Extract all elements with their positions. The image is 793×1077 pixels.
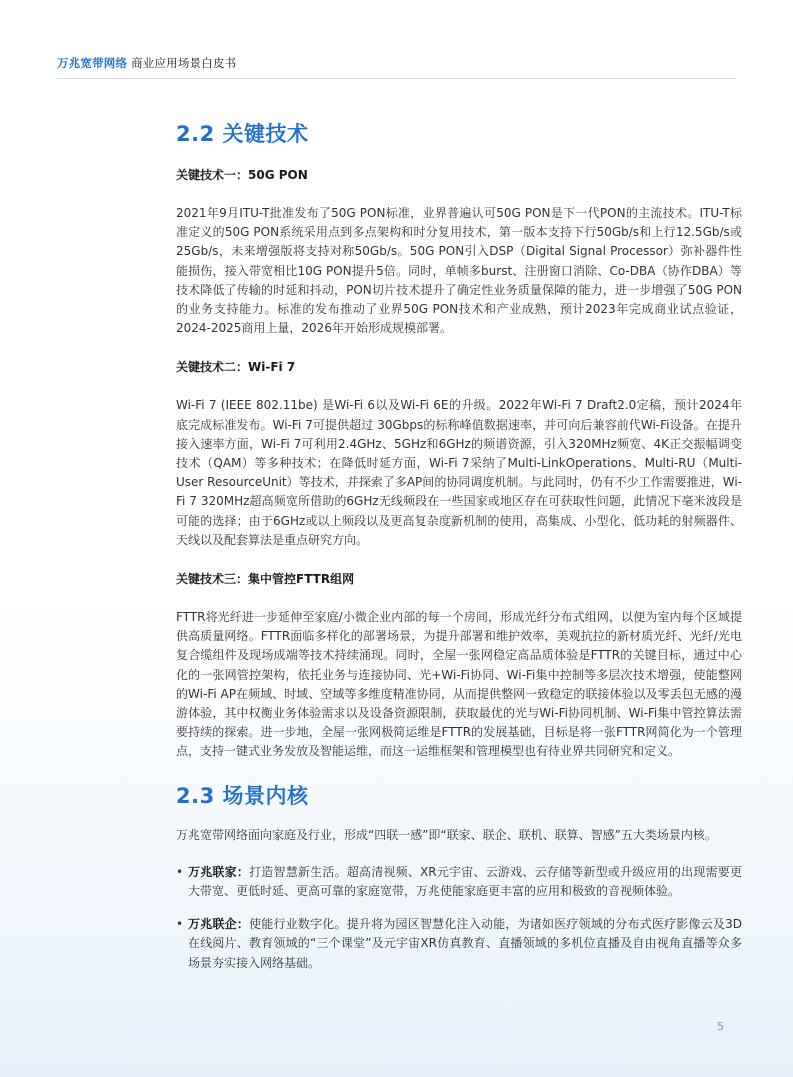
tech3-title: 关键技术三：集中管控FTTR组网 (176, 572, 355, 587)
header-divider (57, 78, 736, 79)
tech2-body: Wi-Fi 7 (IEEE 802.11be) 是Wi-Fi 6以及Wi-Fi 6E的升级。2022年Wi-Fi 7 Draft2.0定稿，预计2024年底完成标准发布。Wi-Fi 7可提供超过 30Gbps的标称峰值数据速率，并可向后兼容前代Wi-Fi设备。在提升接入速率方面，Wi-Fi 7可利用2.4GHz、5GHz和6GHz的频谱资源，引入320MHz频宽、4K正交振幅调变技术（QAM）等多种技术；在降低时延方面，Wi-Fi 7采纳了Multi-LinkOperations、Multi-RU（Multi-User ResourceUnit）等技术，并探索了多AP间的协同调度机制。与此同时，仍有不少工作需要推进，Wi-Fi 7 320MHz超高频宽所借助的6GHz无线频段在一些国家或地区存在可获取性问题，此情况下毫米波段是可能的选择；由于6GHz或以上频段以及更高复杂度新机制的使用，高集成、小型化、低功耗的射频器件、天线以及配套算法是重点研究方向。 (176, 398, 742, 547)
section-heading-2-3: 2.3 场景内核 (176, 783, 309, 808)
header-title: 商业应用场景白皮书 (131, 56, 237, 70)
tech1-title: 关键技术一：50G PON (176, 168, 308, 182)
bullet-marker: • (176, 917, 184, 932)
bullet-term: 万兆联企： (188, 917, 250, 932)
page-number: 5 (717, 1020, 724, 1033)
tech2-title: 关键技术二：Wi-Fi 7 (176, 360, 296, 375)
tech3-body: FTTR将光纤进一步延伸至家庭/小微企业内部的每一个房间，形成光纤分布式组网，以便为室内每个区域提供高质量网络。FTTR面临多样化的部署场景，为提升部署和维护效率，美观抗拉的新材质光纤、光纤/光电复合缆组件及现场成端等技术持续涌现。同时，全屋一张网稳定高品质体验是FTTR的关键目标，通过中心化的一张网管控架构，依托业务与连接协同、光+Wi-Fi协同、Wi-Fi集中控制等多层次技术增强，使能整网的Wi-Fi AP在频域、时域、空域等多维度精准协同，从而提供整网一致稳定的联接体验以及零丢包无感的漫游体验，其中权衡业务体验需求以及设备资源限制，获取最优的光与Wi-Fi协同机制、Wi-Fi集中管控算法需要持续的探索。进一步地，全屋一张网极简运维是FTTR的发展基础，目标是将一张FTTR网简化为一个管理点，支持一键式业务发放及智能运维，而这一运维框架和管理模型也有待业界共同研究和定义。 (176, 610, 742, 759)
scenario-list (176, 863, 742, 973)
bullet-text: 使能行业数字化。提升将为园区智慧化注入动能，为诸如医疗领域的分布式医疗影像云及3D在线阅片、教育领域的“三个课堂”及元宇宙XR仿真教育、直播领域的多机位直播及自由视角直播等众多场景夯实接入网络基础。 (188, 917, 742, 970)
main-content (176, 118, 742, 987)
bullet-term: 万兆联家： (188, 864, 250, 879)
section-heading-2-2: 2.2 关键技术 (176, 122, 309, 146)
scenario-intro: 万兆宽带网络面向家庭及行业，形成“四联一感”即“联家、联企、联机、联算、智感”五大类场景内核。 (176, 827, 717, 842)
list-item (176, 863, 742, 901)
bullet-marker: • (176, 864, 184, 879)
tech1-body: 2021年9月ITU-T批准发布了50G PON标准，业界普遍认可50G PON是下一代PON的主流技术。ITU-T标准定义的50G PON系统采用点到多点架构和时分复用技术，第一版本支持下行50Gb/s和上行12.5Gb/s或25Gb/s，未来增强版将支持对称50Gb/s。50G PON引入DSP（Digital Signal Processor）弥补器件性能损伤，接入带宽相比10G PON提升5倍。同时，单帧多burst、注册窗口消除、Co-DBA（协作DBA）等技术降低了传输的时延和抖动，PON切片技术提升了确定性业务质量保障的能力，进一步增强了50G PON的业务支持能力。标准的发布推动了业界50G PON技术和产业成熟，预计2023年完成商业试点验证，2024-2025商用上量，2026年开始形成规模部署。 (176, 206, 742, 336)
bullet-text: 打造智慧新生活。超高清视频、XR元宇宙、云游戏、云存储等新型或升级应用的出现需要更大带宽、更低时延、更高可靠的家庭宽带，万兆使能家庭更丰富的应用和极致的音视频体验。 (188, 864, 742, 899)
running-header (57, 55, 236, 71)
header-brand: 万兆宽带网络 (57, 56, 128, 70)
list-item (176, 915, 742, 973)
